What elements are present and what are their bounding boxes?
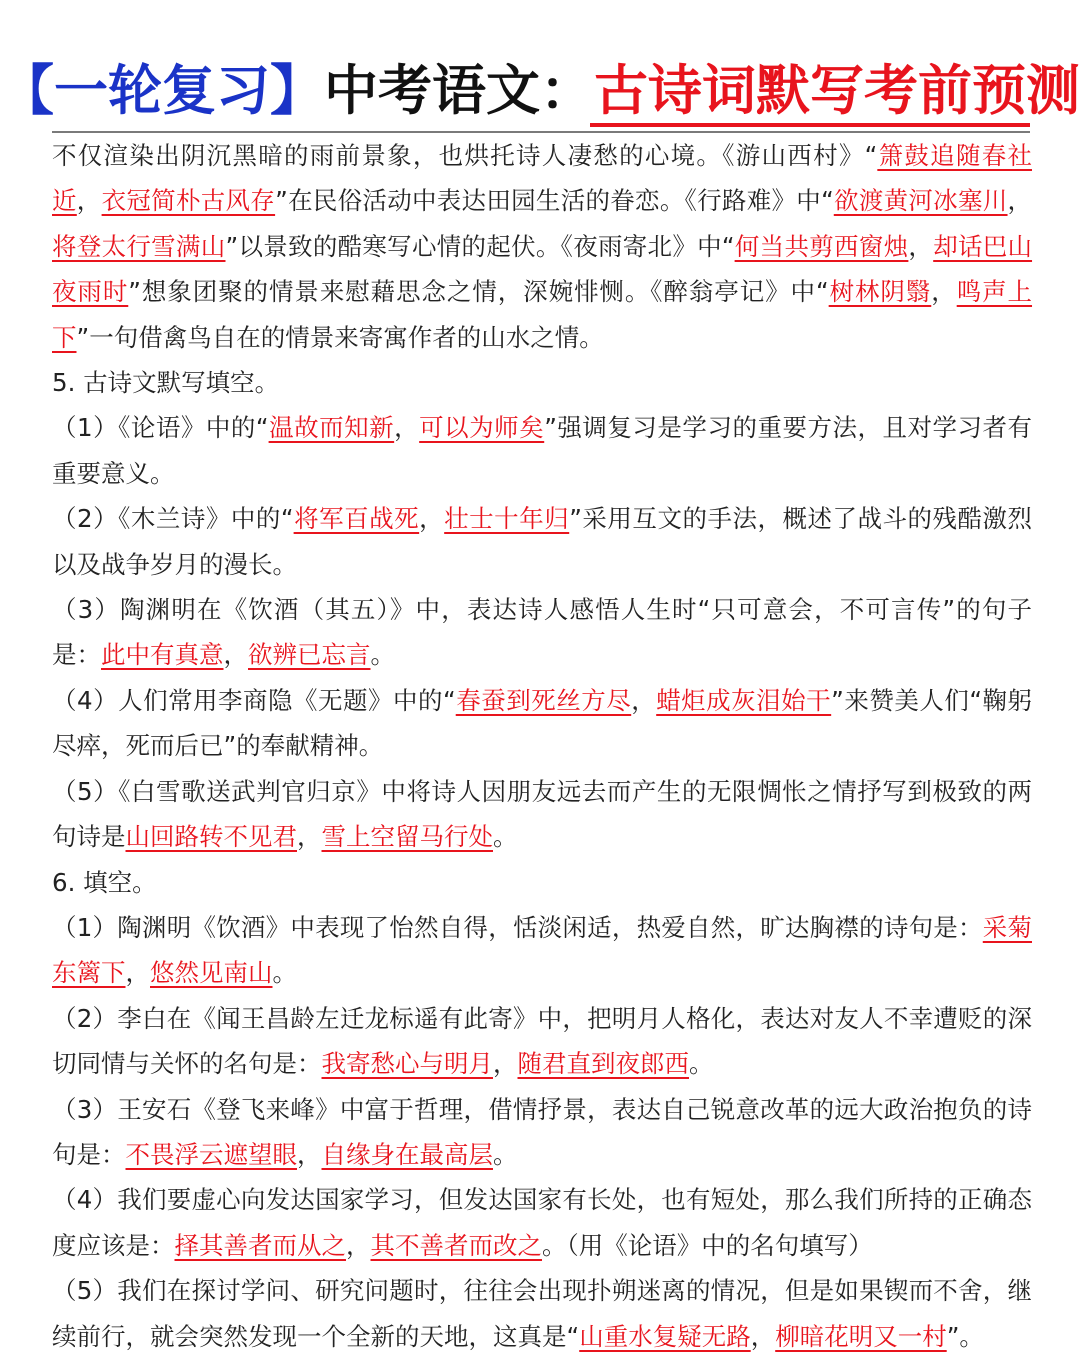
answer: 将登太行雪满山: [52, 231, 226, 261]
answer: 蜡炬成灰泪始干: [656, 685, 832, 715]
page-title: [0, 52, 1080, 128]
document-body: [52, 133, 1032, 1359]
question-item: （2）《木兰诗》中的“将军百战死，壮士十年归”采用互文的手法，概述了战斗的残酷激烈以及战争岁月的漫长。: [52, 504, 1033, 579]
answer: 择其善者而从之: [174, 1230, 346, 1260]
question-item: （1）陶渊明《饮酒》中表现了怡然自得，恬淡闲适，热爱自然，旷达胸襟的诗句是：采菊东篱下，悠然见南山。: [52, 912, 1032, 988]
answer: 树林阴翳: [828, 277, 932, 307]
answer: 柳暗花明又一村: [775, 1321, 947, 1351]
answer: 其不善者而改之: [370, 1230, 542, 1260]
answer: 不畏浮云遮望眼: [125, 1139, 297, 1169]
answer: 鸣声上下: [52, 277, 1033, 352]
question-item: （4）人们常用李商隐《无题》中的“春蚕到死丝方尽，蜡炬成灰泪始干”来赞美人们“鞠躬尽瘁，死而后已”的奉献精神。: [52, 685, 1033, 761]
question-item: （2）李白在《闻王昌龄左迁龙标遥有此寄》中，把明月人格化，表达对友人不幸遭贬的深切同情与关怀的名句是：我寄愁心与明月，随君直到夜郎西。: [52, 1003, 1032, 1079]
answer: 何当共剪西窗烛: [734, 231, 909, 261]
answer: 壮士十年归: [444, 504, 570, 534]
answer: 随君直到夜郎西: [517, 1049, 689, 1079]
answer: 悠然见南山: [150, 958, 273, 988]
answer: 温故而知新: [268, 413, 395, 443]
section-heading: 6. 填空。: [52, 867, 157, 897]
answer: 可以为师矣: [419, 413, 545, 443]
question-item: （5）我们在探讨学问、研究问题时，往往会出现扑朔迷离的情况，但是如果锲而不舍，继续前行，就会突然发现一个全新的天地，这真是“山重水复疑无路，柳暗花明又一村”。: [52, 1276, 1032, 1351]
answer: 箫鼓追随春社近: [52, 141, 1032, 216]
question-item: （1）《论语》中的“温故而知新，可以为师矣”强调复习是学习的重要方法，且对学习者有重要意义。: [52, 413, 1033, 488]
question-item: （5）《白雪歌送武判官归京》中将诗人因朋友远去而产生的无限惆怅之情抒写到极致的两句诗是山回路转不见君，雪上空留马行处。: [52, 776, 1032, 852]
answer: 自缘身在最高层: [321, 1139, 493, 1169]
title-tag: 【一轮复习】: [0, 58, 324, 122]
answer: 却话巴山夜雨时: [52, 231, 1033, 307]
answer: 欲渡黄河冰塞川: [833, 186, 1008, 216]
answer: 我寄愁心与明月: [321, 1049, 493, 1079]
section-heading: 5. 古诗文默写填空。: [52, 368, 280, 398]
question-item: （4）我们要虚心向发达国家学习，但发达国家有长处，也有短处，那么我们所持的正确态度应该是：择其善者而从之，其不善者而改之。（用《论语》中的名句填写）: [52, 1185, 1032, 1260]
title-underline: [590, 123, 1030, 127]
title-topic: 古诗词默写考前预测: [594, 58, 1080, 122]
answer: 此中有真意: [101, 640, 224, 670]
answer: 衣冠简朴古风存: [101, 186, 276, 216]
question-item: （3）王安石《登飞来峰》中富于哲理，借情抒景，表达自己锐意改革的远大政治抱负的诗句是：不畏浮云遮望眼，自缘身在最高层。: [52, 1094, 1032, 1169]
answer: 采菊东篱下: [52, 912, 1032, 988]
intro-paragraph: 不仅渲染出阴沉黑暗的雨前景象，也烘托诗人凄愁的心境。《游山西村》“箫鼓追随春社近，衣冠简朴古风存”在民俗活动中表达田园生活的眷恋。《行路难》中“欲渡黄河冰塞川，将登太行雪满山”以景致的酷寒写心情的起伏。《夜雨寄北》中“何当共剪西窗烛，却话巴山夜雨时”想象团聚的情景来慰藉思念之情，深婉悱恻。《醉翁亭记》中“树林阴翳，鸣声上下”一句借禽鸟自在的情景来寄寓作者的山水之情。: [52, 141, 1033, 352]
answer: 山回路转不见君: [125, 822, 297, 852]
answer: 将军百战死: [293, 504, 420, 534]
answer: 山重水复疑无路: [579, 1321, 751, 1351]
answer: 欲辨已忘言: [248, 640, 371, 670]
question-item: （3）陶渊明在《饮酒（其五）》中，表达诗人感悟人生时“只可意会，不可言传”的句子是：此中有真意，欲辨已忘言。: [52, 595, 1032, 670]
title-subject: 中考语文：: [324, 58, 594, 122]
answer: 雪上空留马行处: [321, 822, 493, 852]
answer: 春蚕到死丝方尽: [455, 685, 632, 715]
